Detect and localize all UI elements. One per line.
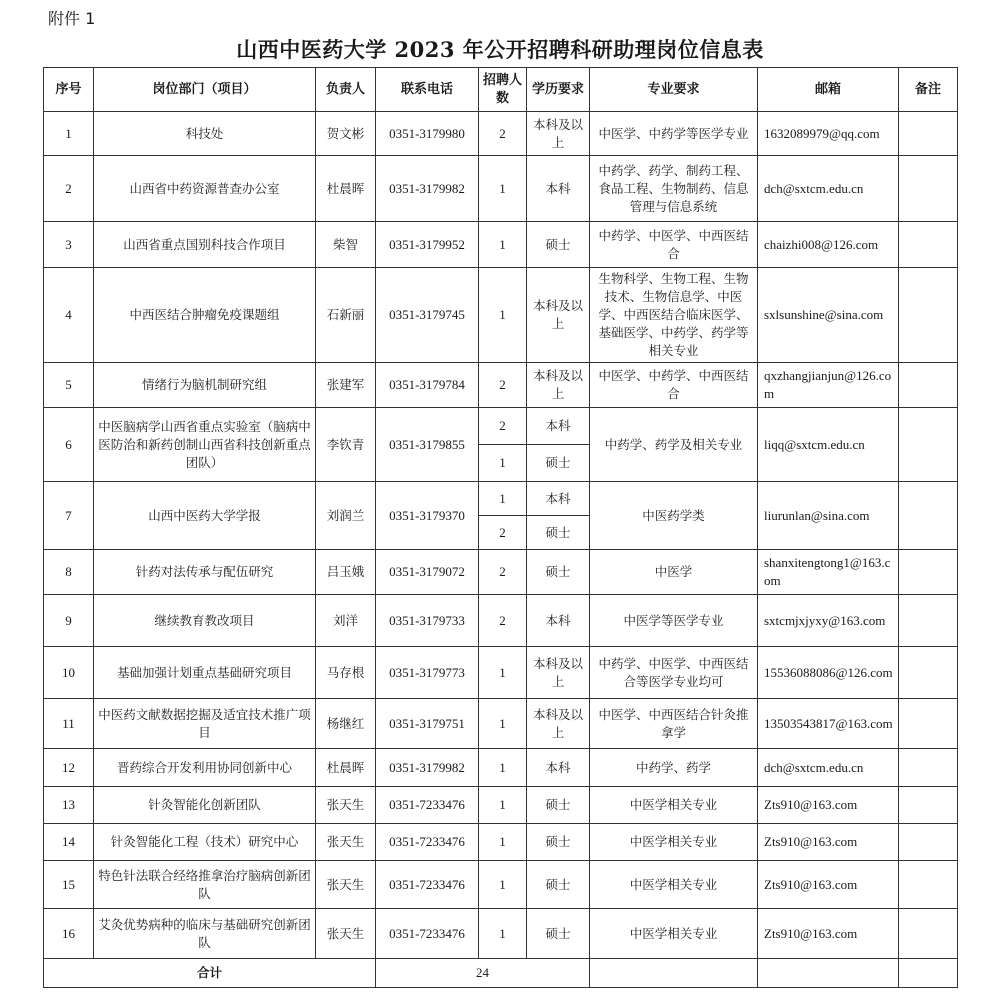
attachment-label: 附件 1 <box>48 9 96 28</box>
header-row <box>44 68 958 112</box>
cell-phone: 0351-7233476 <box>376 909 479 959</box>
cell-person: 贺文彬 <box>316 112 376 156</box>
cell-phone: 0351-3179784 <box>376 363 479 408</box>
header-person: 负责人 <box>316 68 376 112</box>
cell-note <box>899 861 958 909</box>
cell-person: 吕玉娥 <box>316 550 376 595</box>
cell-no: 9 <box>44 595 94 647</box>
cell-dept: 科技处 <box>94 112 316 156</box>
cell-email: dch@sxtcm.edu.cn <box>758 156 899 222</box>
cell-person: 杨继红 <box>316 699 376 749</box>
cell-edu: 本科 <box>527 595 590 647</box>
cell-note <box>899 787 958 824</box>
cell-dept: 山西省中药资源普查办公室 <box>94 156 316 222</box>
cell-major: 中药学、中医学、中西医结合等医学专业均可 <box>590 647 758 699</box>
cell-email: 1632089979@qq.com <box>758 112 899 156</box>
cell-person: 刘洋 <box>316 595 376 647</box>
cell-dept: 艾灸优势病种的临床与基础研究创新团队 <box>94 909 316 959</box>
cell-email: dch@sxtcm.edu.cn <box>758 749 899 787</box>
table-row <box>44 156 958 222</box>
cell-major: 中药学、药学、制药工程、食品工程、生物制药、信息管理与信息系统 <box>590 156 758 222</box>
cell-dept: 针灸智能化工程（技术）研究中心 <box>94 824 316 861</box>
cell-edu: 硕士 <box>527 824 590 861</box>
cell-count: 1 <box>479 156 527 222</box>
cell-no: 10 <box>44 647 94 699</box>
cell-phone: 0351-3179982 <box>376 749 479 787</box>
cell-dept: 山西中医药大学学报 <box>94 482 316 550</box>
cell-note <box>899 595 958 647</box>
cell-email: sxtcmjxjyxy@163.com <box>758 595 899 647</box>
header-no: 序号 <box>44 68 94 112</box>
cell-count: 2 <box>479 595 527 647</box>
cell-major: 中药学、药学及相关专业 <box>590 408 758 482</box>
total-empty-major <box>590 959 758 988</box>
cell-no: 1 <box>44 112 94 156</box>
cell-major: 中医学相关专业 <box>590 787 758 824</box>
cell-edu: 硕士 <box>527 516 590 550</box>
cell-dept: 情绪行为脑机制研究组 <box>94 363 316 408</box>
cell-no: 8 <box>44 550 94 595</box>
cell-note <box>899 408 958 482</box>
cell-email: 13503543817@163.com <box>758 699 899 749</box>
cell-major: 中医学相关专业 <box>590 824 758 861</box>
cell-person: 张天生 <box>316 861 376 909</box>
cell-phone: 0351-3179733 <box>376 595 479 647</box>
cell-major: 中药学、中医学、中西医结合 <box>590 222 758 268</box>
cell-edu: 硕士 <box>527 787 590 824</box>
cell-count: 2 <box>479 550 527 595</box>
cell-email: qxzhangjianjun@126.com <box>758 363 899 408</box>
cell-edu: 硕士 <box>527 445 590 482</box>
table-row <box>44 222 958 268</box>
cell-count: 2 <box>479 516 527 550</box>
cell-phone: 0351-3179773 <box>376 647 479 699</box>
header-count: 招聘人数 <box>479 68 527 112</box>
cell-person: 张建军 <box>316 363 376 408</box>
cell-no: 12 <box>44 749 94 787</box>
cell-person: 张天生 <box>316 824 376 861</box>
cell-major: 中医学、中药学等医学专业 <box>590 112 758 156</box>
cell-edu: 本科 <box>527 408 590 445</box>
cell-phone: 0351-7233476 <box>376 787 479 824</box>
table-row <box>44 909 958 959</box>
cell-dept: 针药对法传承与配伍研究 <box>94 550 316 595</box>
header-email: 邮箱 <box>758 68 899 112</box>
cell-person: 李钦青 <box>316 408 376 482</box>
cell-major: 中医学相关专业 <box>590 909 758 959</box>
cell-edu: 硕士 <box>527 909 590 959</box>
total-empty-note <box>899 959 958 988</box>
cell-edu: 本科 <box>527 482 590 516</box>
cell-no: 15 <box>44 861 94 909</box>
cell-note <box>899 156 958 222</box>
table-row <box>44 647 958 699</box>
cell-dept: 中西医结合肿瘤免疫课题组 <box>94 268 316 363</box>
cell-phone: 0351-3179370 <box>376 482 479 550</box>
header-major: 专业要求 <box>590 68 758 112</box>
cell-count: 1 <box>479 909 527 959</box>
cell-person: 张天生 <box>316 787 376 824</box>
total-label: 合计 <box>44 959 376 988</box>
cell-count: 1 <box>479 222 527 268</box>
cell-dept: 继续教育教改项目 <box>94 595 316 647</box>
header-edu: 学历要求 <box>527 68 590 112</box>
cell-no: 5 <box>44 363 94 408</box>
header-dept: 岗位部门（项目） <box>94 68 316 112</box>
cell-count: 1 <box>479 445 527 482</box>
cell-edu: 本科 <box>527 749 590 787</box>
table-row <box>44 363 958 408</box>
cell-phone: 0351-3179751 <box>376 699 479 749</box>
cell-email: Zts910@163.com <box>758 824 899 861</box>
cell-dept: 山西省重点国别科技合作项目 <box>94 222 316 268</box>
cell-dept: 中医脑病学山西省重点实验室（脑病中医防治和新药创制山西省科技创新重点团队） <box>94 408 316 482</box>
cell-no: 3 <box>44 222 94 268</box>
cell-no: 7 <box>44 482 94 550</box>
cell-phone: 0351-3179952 <box>376 222 479 268</box>
cell-count: 2 <box>479 112 527 156</box>
table-row <box>44 699 958 749</box>
cell-edu: 本科及以上 <box>527 699 590 749</box>
cell-email: chaizhi008@126.com <box>758 222 899 268</box>
table-row <box>44 268 958 363</box>
cell-note <box>899 550 958 595</box>
table-row <box>44 595 958 647</box>
cell-major: 中药学、药学 <box>590 749 758 787</box>
cell-major: 中医学 <box>590 550 758 595</box>
header-phone: 联系电话 <box>376 68 479 112</box>
cell-email: 15536088086@126.com <box>758 647 899 699</box>
cell-note <box>899 749 958 787</box>
cell-count: 2 <box>479 363 527 408</box>
cell-note <box>899 222 958 268</box>
header-note: 备注 <box>899 68 958 112</box>
cell-edu: 硕士 <box>527 222 590 268</box>
table-row <box>44 550 958 595</box>
cell-email: Zts910@163.com <box>758 787 899 824</box>
cell-phone: 0351-7233476 <box>376 824 479 861</box>
cell-count: 1 <box>479 824 527 861</box>
total-empty-email <box>758 959 899 988</box>
table-row <box>44 112 958 156</box>
cell-note <box>899 909 958 959</box>
cell-note <box>899 112 958 156</box>
cell-email: shanxitengtong1@163.com <box>758 550 899 595</box>
cell-dept: 晋药综合开发利用协同创新中心 <box>94 749 316 787</box>
cell-note <box>899 647 958 699</box>
cell-count: 2 <box>479 408 527 445</box>
cell-no: 14 <box>44 824 94 861</box>
cell-count: 1 <box>479 482 527 516</box>
cell-email: liqq@sxtcm.edu.cn <box>758 408 899 482</box>
cell-edu: 本科 <box>527 156 590 222</box>
cell-no: 2 <box>44 156 94 222</box>
cell-edu: 硕士 <box>527 550 590 595</box>
cell-dept: 中医药文献数据挖掘及适宜技术推广项目 <box>94 699 316 749</box>
cell-person: 杜晨晖 <box>316 156 376 222</box>
cell-count: 1 <box>479 268 527 363</box>
cell-note <box>899 268 958 363</box>
total-value: 24 <box>376 959 590 988</box>
table-row <box>44 787 958 824</box>
cell-no: 6 <box>44 408 94 482</box>
cell-count: 1 <box>479 861 527 909</box>
total-row <box>44 959 958 988</box>
cell-email: Zts910@163.com <box>758 909 899 959</box>
cell-edu: 本科及以上 <box>527 647 590 699</box>
cell-person: 张天生 <box>316 909 376 959</box>
cell-person: 杜晨晖 <box>316 749 376 787</box>
cell-email: sxlsunshine@sina.com <box>758 268 899 363</box>
cell-no: 16 <box>44 909 94 959</box>
cell-major: 中医学等医学专业 <box>590 595 758 647</box>
cell-note <box>899 363 958 408</box>
cell-major: 中医学、中西医结合针灸推拿学 <box>590 699 758 749</box>
cell-dept: 针灸智能化创新团队 <box>94 787 316 824</box>
cell-edu: 本科及以上 <box>527 268 590 363</box>
cell-phone: 0351-3179855 <box>376 408 479 482</box>
cell-email: Zts910@163.com <box>758 861 899 909</box>
cell-major: 生物科学、生物工程、生物技术、生物信息学、中医学、中西医结合临床医学、基础医学、中药学、药学等相关专业 <box>590 268 758 363</box>
cell-major: 中医学相关专业 <box>590 861 758 909</box>
table-row <box>44 482 958 516</box>
cell-dept: 特色针法联合经络推拿治疗脑病创新团队 <box>94 861 316 909</box>
table-row <box>44 824 958 861</box>
table-row <box>44 408 958 445</box>
document-title: 山西中医药大学 2023 年公开招聘科研助理岗位信息表 <box>236 37 764 62</box>
cell-no: 13 <box>44 787 94 824</box>
cell-phone: 0351-3179072 <box>376 550 479 595</box>
cell-person: 马存根 <box>316 647 376 699</box>
cell-major: 中医学、中药学、中西医结合 <box>590 363 758 408</box>
cell-count: 1 <box>479 699 527 749</box>
cell-edu: 本科及以上 <box>527 112 590 156</box>
cell-count: 1 <box>479 787 527 824</box>
position-table <box>43 67 958 988</box>
cell-dept: 基础加强计划重点基础研究项目 <box>94 647 316 699</box>
cell-phone: 0351-3179980 <box>376 112 479 156</box>
table-row <box>44 749 958 787</box>
cell-count: 1 <box>479 749 527 787</box>
cell-edu: 本科及以上 <box>527 363 590 408</box>
cell-email: liurunlan@sina.com <box>758 482 899 550</box>
table-row <box>44 861 958 909</box>
cell-phone: 0351-3179982 <box>376 156 479 222</box>
cell-no: 4 <box>44 268 94 363</box>
cell-phone: 0351-3179745 <box>376 268 479 363</box>
cell-edu: 硕士 <box>527 861 590 909</box>
cell-note <box>899 482 958 550</box>
cell-count: 1 <box>479 647 527 699</box>
cell-person: 刘润兰 <box>316 482 376 550</box>
cell-no: 11 <box>44 699 94 749</box>
cell-note <box>899 699 958 749</box>
cell-phone: 0351-7233476 <box>376 861 479 909</box>
cell-major: 中医药学类 <box>590 482 758 550</box>
cell-person: 柴智 <box>316 222 376 268</box>
cell-note <box>899 824 958 861</box>
cell-person: 石新丽 <box>316 268 376 363</box>
